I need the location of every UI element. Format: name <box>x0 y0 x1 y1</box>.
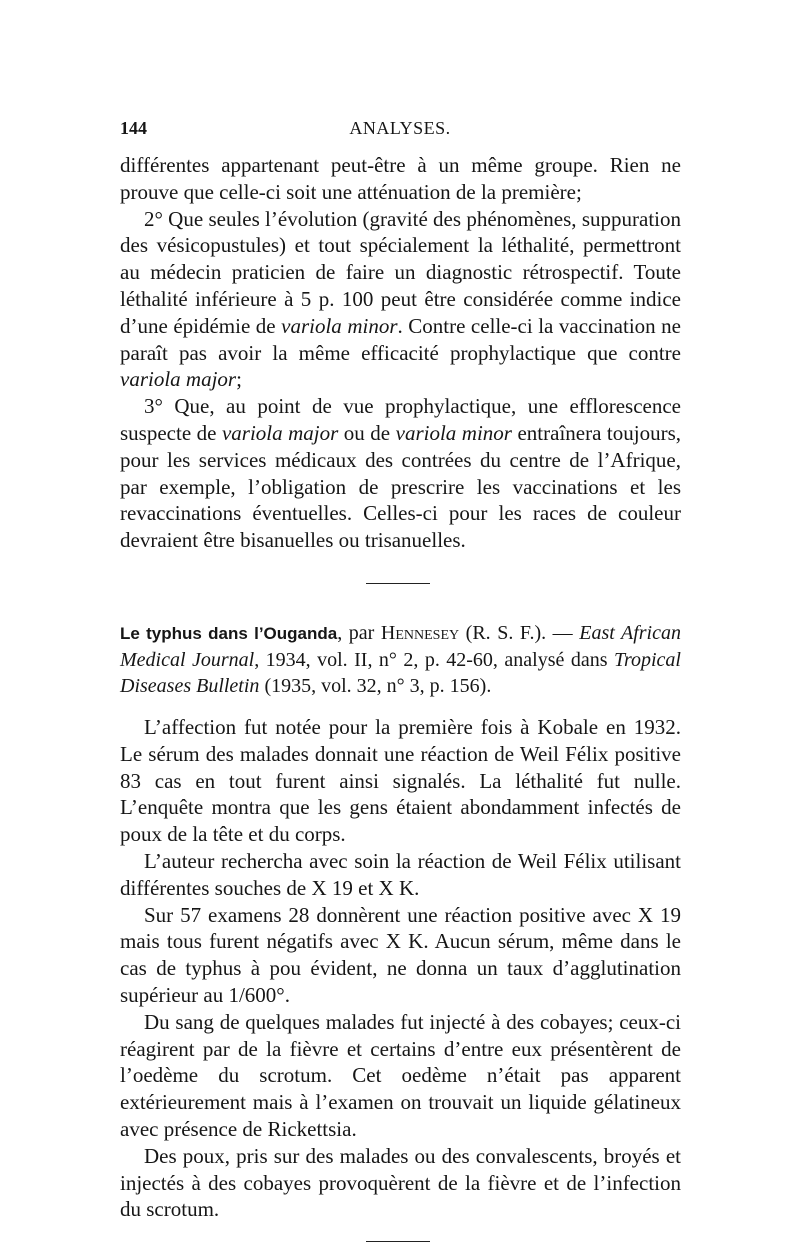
running-header <box>120 118 680 144</box>
italic-term: variola major <box>120 367 237 392</box>
article-paragraph: Du sang de quelques malades fut injecté à des cobayes; ceux-ci réagirent par de la fièvre et certains d’entre eux présentèrent de l’oedème du scrotum. Cet oedème n’était pas apparent extérieurement mais à l’examen on trouvait un liquide gélatineux avec présence de Rickettsia. <box>120 1009 681 1141</box>
italic-term: variola major <box>221 420 339 445</box>
italic-term: variola minor <box>395 420 512 445</box>
article-reference: Le typhus dans l’Ouganda, par Hennesey (R. S. F.). — East African Medical Journal, 1934, vol. II, n° 2, p. 42-60, analysé dans Tropical Diseases Bulletin (1935, vol. 32, n° 3, p. 156). <box>120 621 681 697</box>
page-number: 144 <box>120 118 147 138</box>
article-paragraph: L’affection fut notée pour la première fois à Kobale en 1932. Le sérum des malades donnait une réaction de Weil Félix positive 83 cas en tout furent ainsi signalés. La léthalité fut nulle. L’enquête montra que les gens étaient abondamment infectés de poux de la tête et du corps. <box>120 714 681 847</box>
text-body <box>120 152 681 1242</box>
italic-term: variola minor <box>281 313 398 338</box>
journal-name: East African Medical Journal <box>120 621 681 671</box>
paragraph-continued: différentes appartenant peut-être à un même groupe. Rien ne prouve que celle-ci soit une atténuation de la première; <box>120 153 681 204</box>
section-divider <box>366 583 430 584</box>
article-title: Le typhus dans l’Ouganda <box>120 623 338 643</box>
running-title: ANALYSES. <box>349 118 451 138</box>
paragraph-point-3: 3° Que, au point de vue prophylactique, une efflorescence suspecte de variola major ou de variola minor entraînera toujours, pour les services médicaux des contrées du centre de l’Afrique, par exemple, l’obligation de prescrire les vaccinations et les revaccinations éventuelles. Celles-ci pour les races de couleur devraient être bisanuelles ou trisanuelles. <box>120 394 682 553</box>
article-paragraph: Des poux, pris sur des malades ou des convalescents, broyés et injectés à des cobayes provoquèrent de la fièvre et de l’infection du scrotum. <box>120 1143 681 1222</box>
section-divider <box>366 1241 430 1242</box>
article-paragraph: L’auteur rechercha avec soin la réaction de Weil Félix utilisant différentes souches de X 19 et X K. <box>120 848 681 900</box>
source-name: Tropical Diseases Bulletin <box>120 648 681 697</box>
paragraph-point-2: 2° Que seules l’évolution (gravité des phénomènes, suppuration des vésicopustules) et tout spécialement la léthalité, permettront au médecin praticien de faire un diagnostic rétrospectif. Toute léthalité inférieure à 5 p. 100 peut être considérée comme indice d’une épidémie de variola minor. Contre celle-ci la vaccination ne paraît pas avoir la même efficacité prophylactique que contre variola major; <box>120 206 681 392</box>
article-author: Hennesey <box>380 621 460 644</box>
article-paragraph: Sur 57 examens 28 donnèrent une réaction positive avec X 19 mais tous furent négatifs avec X K. Aucun sérum, même dans le cas de typhus à pou évident, ne donna un taux d’agglutination supérieur au 1/600°. <box>120 902 681 1007</box>
